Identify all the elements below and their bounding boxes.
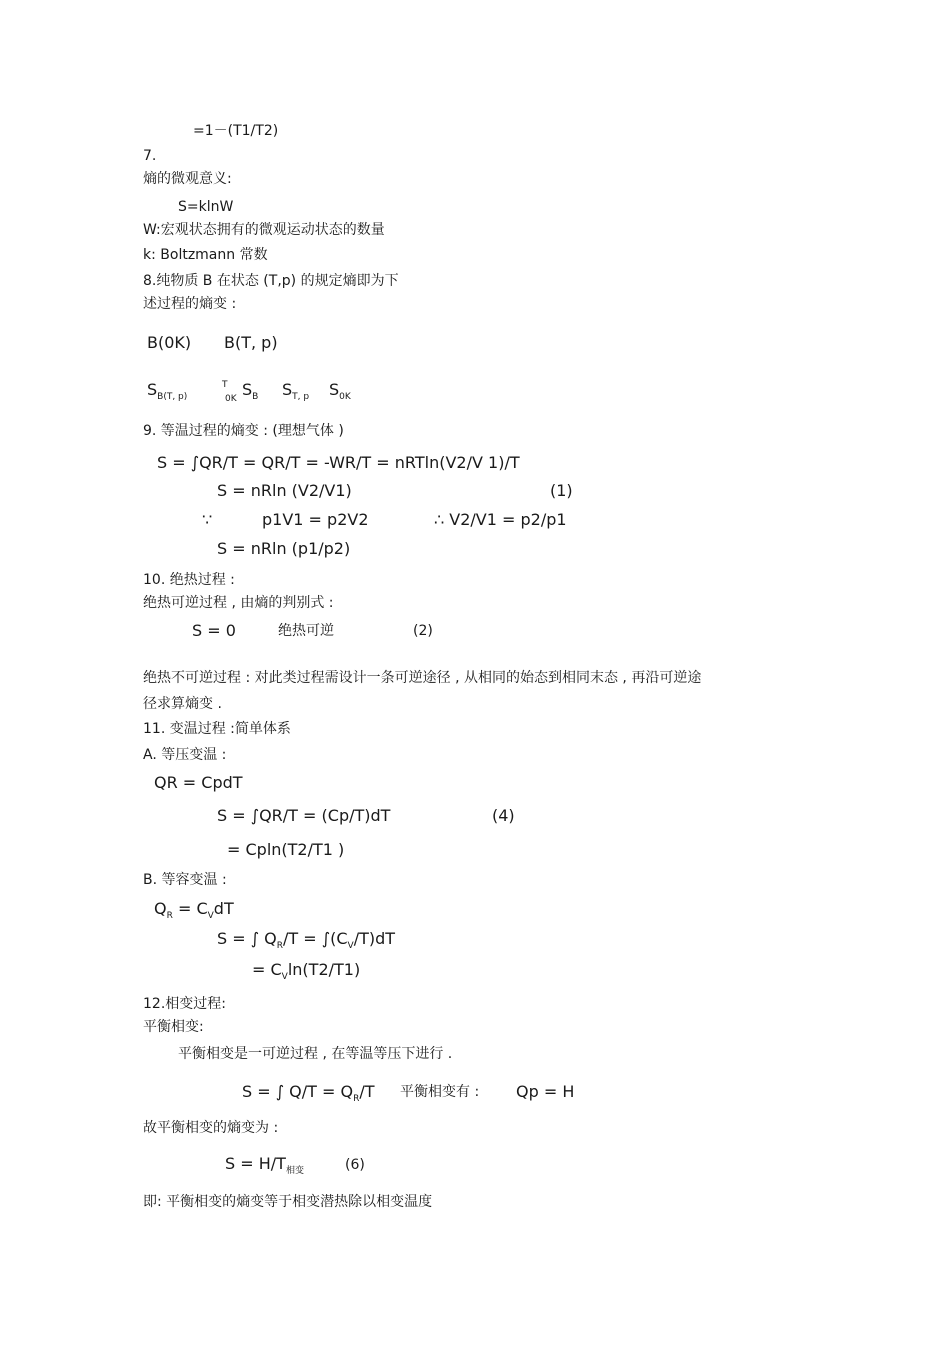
process-end-state: B(T, p) (224, 333, 278, 352)
integral-upper-limit: T (222, 380, 228, 390)
formula-subscript: 0K (339, 392, 351, 402)
section-heading: 10. 绝热过程 : (143, 572, 235, 588)
isothermal-formula: S = ∫QR/T = QR/T = -WR/T = nRTln(V2/V 1)/T (157, 453, 520, 472)
process-start-state: B(0K) (147, 333, 192, 352)
phase-change-formula (225, 1154, 304, 1177)
text-line: 绝热不可逆过程 : 对此类过程需设计一条可逆途径 , 从相同的始态到相同末态 , 再沿可逆途 (143, 670, 702, 686)
formula-symbol: dT (213, 899, 234, 918)
formula-symbol: S = ∫ Q/T = Q (242, 1082, 354, 1101)
section-heading: 12.相变过程: (143, 996, 226, 1012)
item-number-7: 7. (143, 148, 157, 164)
entropy-formula (282, 380, 309, 403)
isobaric-formula: = Cpln(T2/T1 ) (227, 840, 345, 859)
formula-subscript: V (347, 941, 354, 951)
formula-symbol: ln(T2/T1) (287, 960, 361, 979)
formula-symbol: = C (172, 899, 208, 918)
subsection-heading: A. 等压变温 : (143, 747, 227, 763)
formula-subscript: T, p (292, 392, 310, 402)
formula-subscript: R (353, 1094, 360, 1104)
section-heading: 熵的微观意义: (143, 171, 232, 187)
text-line: 故平衡相变的熵变为 : (143, 1120, 279, 1136)
section-heading: 8.纯物质 B 在状态 (T,p) 的规定熵即为下 (143, 273, 399, 289)
isochoric-formula (217, 929, 395, 952)
formula-subscript: 相变 (285, 1166, 304, 1176)
definition-line: k: Boltzmann 常数 (143, 247, 268, 263)
efficiency-formula: =1－(T1/T2) (193, 123, 279, 139)
formula-symbol: Q (154, 899, 167, 918)
isochoric-formula (154, 899, 234, 922)
text-line: 绝热可逆过程 , 由熵的判别式 : (143, 595, 334, 611)
equation-number: (1) (550, 481, 573, 500)
formula-symbol: /T = ∫(C (283, 929, 348, 948)
formula-subscript: V (207, 911, 214, 921)
entropy-formula (329, 380, 351, 403)
formula-subscript: R (166, 911, 173, 921)
isothermal-formula: p1V1 = p2V2 (262, 510, 369, 529)
formula-note: 绝热可逆 (278, 623, 334, 639)
formula-symbol: S (329, 380, 340, 399)
phase-change-formula (242, 1082, 375, 1105)
formula-subscript: B (252, 392, 259, 402)
formula-symbol: S = H/T (225, 1154, 286, 1173)
section-heading: 11. 变温过程 :简单体系 (143, 721, 291, 737)
phase-change-formula: Qp = H (516, 1082, 575, 1101)
section-heading: 9. 等温过程的熵变 : (理想气体 ) (143, 423, 344, 439)
text-line: 平衡相变是一可逆过程 , 在等温等压下进行 . (178, 1046, 453, 1062)
adiabatic-formula: S = 0 (192, 621, 236, 640)
definition-line: W:宏观状态拥有的微观运动状态的数量 (143, 222, 385, 238)
formula-symbol: /T)dT (353, 929, 396, 948)
conclusion-line: 即: 平衡相变的熵变等于相变潜热除以相变温度 (143, 1194, 433, 1210)
formula-symbol: /T (359, 1082, 375, 1101)
integral-lower-limit: 0K (225, 394, 237, 404)
formula-symbol: S (242, 380, 253, 399)
text-line: 述过程的熵变 : (143, 296, 237, 312)
formula-symbol: = C (252, 960, 282, 979)
equation-number: (2) (413, 623, 433, 639)
boltzmann-formula: S=klnW (178, 199, 234, 215)
isochoric-formula (252, 960, 360, 983)
because-symbol: ∵ (202, 510, 213, 529)
formula-symbol: S = ∫ Q (217, 929, 277, 948)
text-line: 径求算熵变 . (143, 696, 222, 712)
entropy-formula (242, 380, 258, 403)
isothermal-formula: ∴ V2/V1 = p2/p1 (434, 510, 567, 529)
formula-symbol: S (147, 380, 158, 399)
subsection-heading: 平衡相变: (143, 1019, 204, 1035)
isobaric-formula: S = ∫QR/T = (Cp/T)dT (217, 806, 391, 825)
formula-note: 平衡相变有 : (400, 1084, 480, 1100)
equation-number: (4) (492, 806, 515, 825)
isobaric-formula: QR = CpdT (154, 773, 243, 792)
entropy-formula (147, 380, 187, 403)
formula-subscript: V (281, 972, 288, 982)
formula-subscript: B(T, p) (157, 392, 188, 402)
formula-symbol: S (282, 380, 293, 399)
isothermal-formula: S = nRln (p1/p2) (217, 539, 351, 558)
formula-subscript: R (276, 941, 284, 951)
equation-number: (6) (345, 1157, 365, 1173)
isothermal-formula: S = nRln (V2/V1) (217, 481, 352, 500)
subsection-heading: B. 等容变温 : (143, 872, 227, 888)
